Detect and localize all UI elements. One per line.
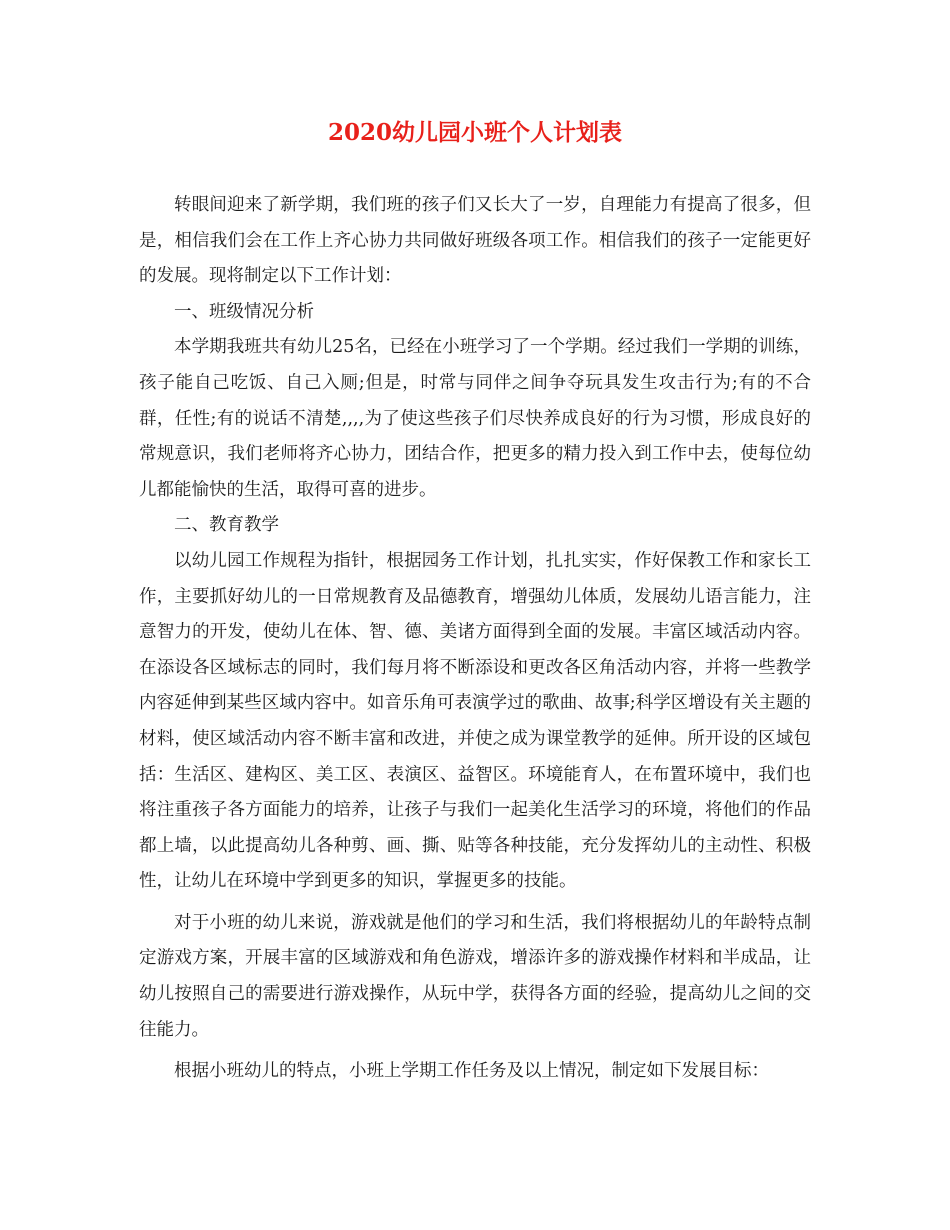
education-paragraph: 以幼儿园工作规程为指针，根据园务工作计划，扎扎实实，作好保教工作和家长工作，主要抓好幼儿的一日常规教育及品德教育，增强幼儿体质，发展幼儿语言能力，注意智力的开发，使幼儿在体、智、德、美诸方面得到全面的发展。丰富区域活动内容。在添设各区域标志的同时，我们每月将不断添设和更改各区角活动内容，并将一些教学内容延伸到某些区域内容中。如音乐角可表演学过的歌曲、故事;科学区增设有关主题的材料，使区域活动内容不断丰富和改进，并使之成为课堂教学的延伸。所开设的区域包括：生活区、建构区、美工区、表演区、益智区。环境能育人，在布置环境中，我们也将注重孩子各方面能力的培养，让孩子与我们一起美化生活学习的环境，将他们的作品都上墙，以此提高幼儿各种剪、画、撕、贴等各种技能，充分发挥幼儿的主动性、积极性，让幼儿在环境中学到更多的知识，掌握更多的技能。 bbox=[139, 550, 811, 892]
document-body bbox=[139, 188, 811, 1090]
document-title: 2020幼儿园小班个人计划表 bbox=[327, 119, 622, 146]
section-heading-class-analysis: 一、班级情况分析 bbox=[174, 301, 314, 322]
class-analysis-paragraph: 本学期我班共有幼儿25名，已经在小班学习了一个学期。经过我们一学期的训练，孩子能自己吃饭、自己入厕;但是，时常与同伴之间争夺玩具发生攻击行为;有的不合群，任性;有的说话不清楚,,,,为了使这些孩子们尽快养成良好的行为习惯，形成良好的常规意识，我们老师将齐心协力，团结合作，把更多的精力投入到工作中去，使每位幼儿都能愉快的生活，取得可喜的进步。 bbox=[139, 337, 811, 500]
goals-intro-paragraph: 根据小班幼儿的特点，小班上学期工作任务及以上情况，制定如下发展目标： bbox=[174, 1061, 769, 1082]
game-paragraph: 对于小班的幼儿来说，游戏就是他们的学习和生活，我们将根据幼儿的年龄特点制定游戏方案，开展丰富的区域游戏和角色游戏，增添许多的游戏操作材料和半成品，让幼儿按照自己的需要进行游戏操作，从玩中学，获得各方面的经验，提高幼儿之间的交往能力。 bbox=[139, 912, 811, 1040]
section-heading-education: 二、教育教学 bbox=[174, 515, 279, 536]
intro-paragraph: 转眼间迎来了新学期，我们班的孩子们又长大了一岁，自理能力有提高了很多，但是，相信我们会在工作上齐心协力共同做好班级各项工作。相信我们的孩子一定能更好的发展。现将制定以下工作计划： bbox=[139, 195, 811, 287]
